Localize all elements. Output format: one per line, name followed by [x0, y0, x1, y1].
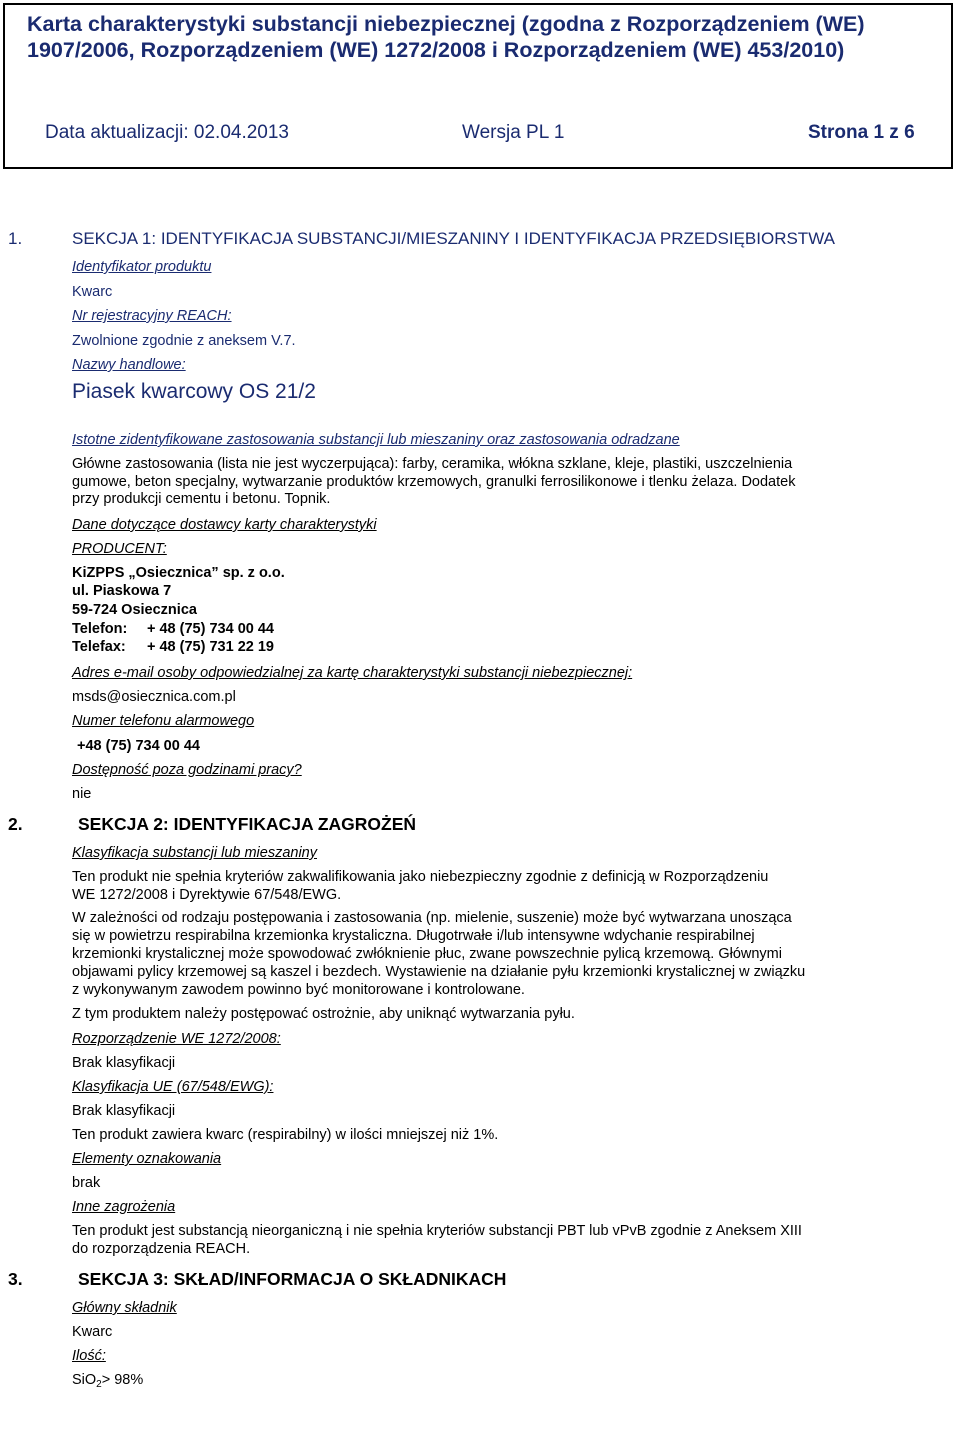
para2-line-2: się w powietrzu respirabilna krzemionka krystaliczna. Długotrwałe i/lub intensywne wdychanie respirabilnej [72, 928, 755, 944]
amount-label: Ilość: [72, 1348, 106, 1364]
other-hazards-line-2: do rozporządzenia REACH. [72, 1241, 251, 1257]
reach-value: Zwolnione zgodnie z aneksem V.7. [72, 333, 296, 349]
trade-names-label: Nazwy handlowe: [72, 357, 186, 373]
title-line-1: Karta charakterystyki substancji niebezpiecznej (zgodna z Rozporządzeniem (WE) [27, 12, 865, 36]
company-city: 59-724 Osiecznica [72, 602, 197, 618]
section-2-title: SEKCJA 2: IDENTYFIKACJA ZAGROŻEŃ [78, 814, 417, 834]
formula-base: SiO [72, 1372, 97, 1388]
fax-label: Telefax: [72, 639, 126, 655]
section-1-number: 1. [8, 229, 23, 248]
regulation-label: Rozporządzenie WE 1272/2008: [72, 1031, 281, 1047]
para1-line-2: WE 1272/2008 i Dyrektywie 67/548/EWG. [72, 887, 342, 903]
phone-value: + 48 (75) 734 00 44 [147, 621, 274, 637]
regulation-value: Brak klasyfikacji [72, 1055, 176, 1071]
uses-line-2: gumowe, beton specjalny, wytwarzanie produktów krzemowych, granulki ferrosilikonowe i tlenku żelaza. Dodatek [72, 474, 796, 490]
email-value: msds@osiecznica.com.pl [72, 689, 236, 705]
availability-label: Dostępność poza godzinami pracy? [72, 762, 302, 778]
label-elements-value: brak [72, 1175, 101, 1191]
document-header [3, 3, 953, 169]
para2-line-5: z wykonywanym zawodem powinno być monitorowane i kontrolowane. [72, 982, 525, 998]
uses-line-3: przy produkcji cementu i betonu. Topnik. [72, 491, 331, 507]
formula-subscript: 2 [96, 1379, 102, 1390]
uses-line-1: Główne zastosowania (lista nie jest wyczerpująca): farby, ceramika, włókna szklane, kleje, plastiki, uszczelnienia [72, 456, 793, 472]
uses-label: Istotne zidentyfikowane zastosowania substancji lub mieszaniny oraz zastosowania odradzane [72, 432, 680, 448]
section-2-number: 2. [8, 814, 23, 834]
supplier-label: Dane dotyczące dostawcy karty charakterystyki [72, 517, 377, 533]
para1-line-1: Ten produkt nie spełnia kryteriów zakwalifikowania jako niebezpieczny zgodnie z definicją w Rozporządzeniu [72, 869, 769, 885]
section-3-number: 3. [8, 1269, 23, 1289]
main-component-value: Kwarc [72, 1324, 113, 1340]
product-id-value: Kwarc [72, 284, 113, 300]
reach-label: Nr rejestracyjny REACH: [72, 308, 232, 324]
para2-line-3: krzemionki krystalicznej może spowodować zwłóknienie płuc, zwane powszechnie pylicą krzemową. Głównymi [72, 946, 782, 962]
phone-row [72, 621, 274, 638]
section-3-title: SEKCJA 3: SKŁAD/INFORMACJA O SKŁADNIKACH [78, 1269, 507, 1289]
producer-label: PRODUCENT: [72, 541, 167, 557]
product-id-label: Identyfikator produktu [72, 259, 212, 275]
classification-label: Klasyfikacja substancji lub mieszaniny [72, 845, 317, 861]
label-elements-label: Elementy oznakowania [72, 1151, 222, 1167]
document-title [27, 11, 947, 63]
eu-classification-label: Klasyfikacja UE (67/548/EWG): [72, 1079, 274, 1095]
other-hazards-line-1: Ten produkt jest substancją nieorganiczną i nie spełnia kryteriów substancji PBT lub vPvB zgodnie z Aneksem XIII [72, 1223, 802, 1239]
company-street: ul. Piaskowa 7 [72, 583, 172, 599]
other-hazards-label: Inne zagrożenia [72, 1199, 176, 1215]
emergency-value: +48 (75) 734 00 44 [77, 738, 200, 754]
phone-label: Telefon: [72, 621, 128, 637]
quartz-note: Ten produkt zawiera kwarc (respirabilny) w ilości mniejszej niż 1%. [72, 1127, 499, 1143]
para2-line-1: W zależności od rodzaju postępowania i zastosowania (np. mielenie, suszenie) może być wytwarzana unosząca [72, 910, 792, 926]
fax-row [72, 639, 274, 656]
page-number: Strona 1 z 6 [808, 122, 915, 143]
emergency-label: Numer telefonu alarmowego [72, 713, 255, 729]
email-label: Adres e-mail osoby odpowiedzialnej za kartę charakterystyki substancji niebezpiecznej: [72, 665, 633, 681]
title-line-2: 1907/2006, Rozporządzeniem (WE) 1272/2008 i Rozporządzeniem (WE) 453/2010) [27, 38, 845, 62]
trade-name: Piasek kwarcowy OS 21/2 [72, 380, 316, 403]
update-date: Data aktualizacji: 02.04.2013 [45, 122, 289, 143]
amount-value [72, 1372, 143, 1393]
company-name: KiZPPS „Osiecznica” sp. z o.o. [72, 565, 285, 581]
fax-value: + 48 (75) 731 22 19 [147, 639, 274, 655]
formula-rest: > 98% [101, 1372, 144, 1388]
para3: Z tym produktem należy postępować ostrożnie, aby uniknąć wytwarzania pyłu. [72, 1006, 575, 1022]
version: Wersja PL 1 [462, 122, 565, 143]
section-1-title: SEKCJA 1: IDENTYFIKACJA SUBSTANCJI/MIESZANINY I IDENTYFIKACJA PRZEDSIĘBIORSTWA [72, 229, 835, 248]
main-component-label: Główny składnik [72, 1300, 177, 1316]
eu-classification-value: Brak klasyfikacji [72, 1103, 176, 1119]
para2-line-4: objawami pylicy krzemowej są kaszel i bezdech. Wystawienie na działanie pyłu krzemionki krystalicznej w związku [72, 964, 806, 980]
availability-value: nie [72, 786, 92, 802]
